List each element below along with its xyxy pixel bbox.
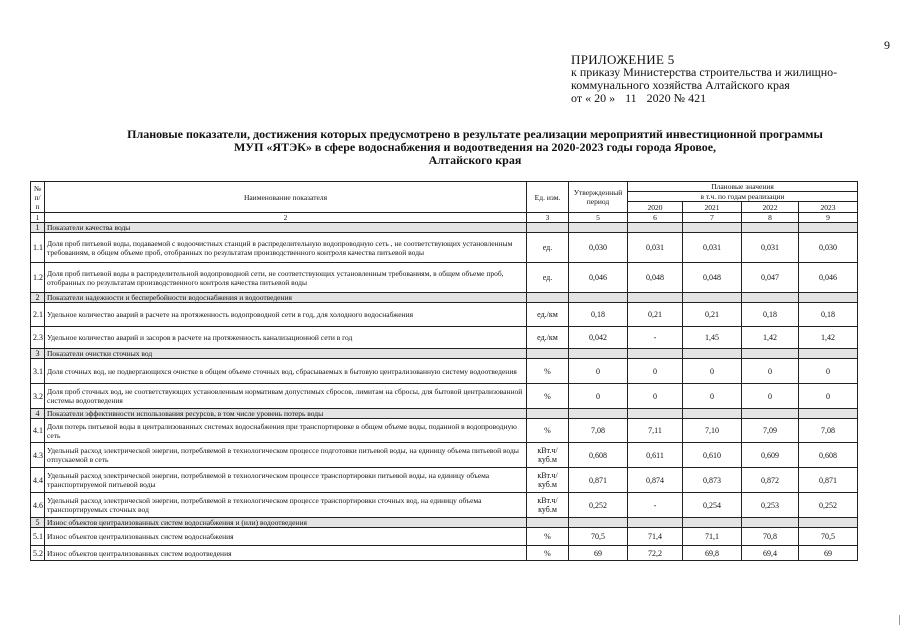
value-2021: 0,254 bbox=[683, 493, 742, 518]
section-empty-cell bbox=[527, 349, 569, 359]
unit-cell: % bbox=[527, 546, 569, 561]
section-empty-cell bbox=[569, 409, 628, 419]
approved-value: 7,08 bbox=[569, 419, 628, 443]
header-unit: Ед. изм. bbox=[527, 182, 569, 213]
value-2023: 0,030 bbox=[799, 233, 858, 263]
unit-cell: кВт.ч/куб.м bbox=[527, 468, 569, 493]
col-number: 5 bbox=[569, 213, 628, 223]
indicator-name: Доля сточных вод, не подвергающихся очистке в общем объеме сточных вод, сбрасываемых в бытовую централизованную систему водоотведения bbox=[45, 359, 527, 384]
appendix-heading: ПРИЛОЖЕНИЕ 5 bbox=[571, 52, 675, 67]
value-2020: - bbox=[628, 327, 683, 349]
section-number: 1 bbox=[31, 223, 45, 233]
value-2023: 0,608 bbox=[799, 443, 858, 468]
col-number: 6 bbox=[628, 213, 683, 223]
order-date: от « 20 » bbox=[571, 91, 616, 105]
value-2020: 7,11 bbox=[628, 419, 683, 443]
value-2023: 0 bbox=[799, 359, 858, 384]
section-empty-cell bbox=[742, 223, 799, 233]
table-row bbox=[31, 359, 858, 384]
document-title bbox=[90, 128, 860, 167]
section-title: Показатели очистки сточных вод bbox=[45, 349, 527, 359]
section-row bbox=[31, 293, 858, 303]
section-empty-cell bbox=[742, 518, 799, 528]
indicator-name: Удельный расход электрической энергии, потребляемой в технологическом процессе подготовки питьевой воды, на единицу объема питьевой воды отпускаемой в сеть bbox=[45, 443, 527, 468]
unit-cell: ед./км bbox=[527, 327, 569, 349]
approved-value: 69 bbox=[569, 546, 628, 561]
row-number: 4.4 bbox=[31, 468, 45, 493]
value-2023: 7,08 bbox=[799, 419, 858, 443]
section-empty-cell bbox=[799, 409, 858, 419]
value-2020: 72,2 bbox=[628, 546, 683, 561]
section-empty-cell bbox=[742, 293, 799, 303]
row-number: 4.6 bbox=[31, 493, 45, 518]
col-number: 8 bbox=[742, 213, 799, 223]
unit-cell: % bbox=[527, 528, 569, 546]
value-2020: 0 bbox=[628, 359, 683, 384]
order-year-number: 2020 № 421 bbox=[646, 91, 707, 105]
section-empty-cell bbox=[799, 518, 858, 528]
value-2021: 0 bbox=[683, 359, 742, 384]
section-number: 2 bbox=[31, 293, 45, 303]
unit-cell: % bbox=[527, 419, 569, 443]
value-2023: 1,42 bbox=[799, 327, 858, 349]
header-num: № п/п bbox=[31, 182, 45, 213]
unit-cell: кВт.ч/куб.м bbox=[527, 493, 569, 518]
row-number: 1.2 bbox=[31, 263, 45, 293]
section-title: Показатели надежности и бесперебойности водоснабжения и водоотведения bbox=[45, 293, 527, 303]
section-row bbox=[31, 349, 858, 359]
table-body bbox=[31, 223, 858, 561]
row-number: 2.1 bbox=[31, 303, 45, 327]
indicator-name: Удельное количество аварий в расчете на протяженность водопроводной сети в год, для холодного водоснабжения bbox=[45, 303, 527, 327]
approved-value: 0,030 bbox=[569, 233, 628, 263]
page-number: 9 bbox=[884, 38, 890, 52]
value-2022: 0,18 bbox=[742, 303, 799, 327]
table-row bbox=[31, 303, 858, 327]
value-2020: - bbox=[628, 493, 683, 518]
header-by-years: в т.ч. по годам реализации bbox=[628, 192, 858, 202]
value-2022: 1,42 bbox=[742, 327, 799, 349]
value-2021: 71,1 bbox=[683, 528, 742, 546]
header-year-2022: 2022 bbox=[742, 202, 799, 213]
table-row bbox=[31, 384, 858, 409]
table-row bbox=[31, 546, 858, 561]
indicator-name: Удельный расход электрической энергии, потребляемой в технологическом процессе транспортировки питьевой воды, на единицу объема транспортируемой питьевой воды bbox=[45, 468, 527, 493]
section-empty-cell bbox=[683, 223, 742, 233]
title-line-2: МУП «ЯТЭК» в сфере водоснабжения и водоотведения на 2020-2023 годы города Яровое, bbox=[233, 140, 717, 154]
title-line-1: Плановые показатели, достижения которых предусмотрено в результате реализации мероприятий инвестиционной программы bbox=[127, 127, 823, 141]
section-empty-cell bbox=[628, 293, 683, 303]
indicator-name: Износ объектов централизованных систем водоснабжения bbox=[45, 528, 527, 546]
section-empty-cell bbox=[628, 518, 683, 528]
table-row bbox=[31, 233, 858, 263]
section-empty-cell bbox=[799, 349, 858, 359]
section-number: 4 bbox=[31, 409, 45, 419]
approved-value: 0,252 bbox=[569, 493, 628, 518]
unit-cell: ед./км bbox=[527, 303, 569, 327]
section-empty-cell bbox=[569, 518, 628, 528]
approved-value: 0 bbox=[569, 359, 628, 384]
unit-cell: % bbox=[527, 384, 569, 409]
value-2023: 0 bbox=[799, 384, 858, 409]
section-title: Показатели эффективности использования ресурсов, в том числе уровень потерь воды bbox=[45, 409, 527, 419]
value-2023: 0,871 bbox=[799, 468, 858, 493]
header-year-2020: 2020 bbox=[628, 202, 683, 213]
value-2023: 0,252 bbox=[799, 493, 858, 518]
indicator-name: Износ объектов централизованных систем водоотведения bbox=[45, 546, 527, 561]
indicator-name: Доля проб сточных вод, не соответствующих установленным нормативам допустимых сбросов, лимитам на сбросы, для бытовой централизованной системы водоотведения bbox=[45, 384, 527, 409]
indicators-table bbox=[30, 181, 858, 561]
indicator-name: Удельный расход электрической энергии, потребляемой в технологическом процессе транспортировки сточных вод, на единицу объема транспортируемых сточных вод bbox=[45, 493, 527, 518]
approved-value: 0,608 bbox=[569, 443, 628, 468]
row-number: 1.1 bbox=[31, 233, 45, 263]
value-2021: 0,031 bbox=[683, 233, 742, 263]
section-empty-cell bbox=[799, 223, 858, 233]
value-2022: 69,4 bbox=[742, 546, 799, 561]
section-empty-cell bbox=[527, 409, 569, 419]
indicator-name: Удельное количество аварий и засоров в расчете на протяженность канализационной сети в год bbox=[45, 327, 527, 349]
col-number: 2 bbox=[45, 213, 527, 223]
indicator-name: Доля проб питьевой воды, подаваемой с водоочистных станций в распределительную водопроводную сеть , не соответствующих установленным требованиям, в общем объеме проб, отобранных по результатам производственного контроля качества питьевой воды bbox=[45, 233, 527, 263]
approved-value: 0,042 bbox=[569, 327, 628, 349]
row-number: 3.2 bbox=[31, 384, 45, 409]
table-row bbox=[31, 419, 858, 443]
value-2022: 0,253 bbox=[742, 493, 799, 518]
indicator-name: Доля проб питьевой воды в распределительной водопроводной сети, не соответствующих установленным требованиям, в общем объеме проб, отобранных по результатам производственного контроля качества питьевой воды bbox=[45, 263, 527, 293]
approved-value: 0,18 bbox=[569, 303, 628, 327]
value-2021: 7,10 bbox=[683, 419, 742, 443]
value-2022: 0 bbox=[742, 359, 799, 384]
value-2021: 0 bbox=[683, 384, 742, 409]
section-row bbox=[31, 223, 858, 233]
approved-value: 70,5 bbox=[569, 528, 628, 546]
section-empty-cell bbox=[569, 223, 628, 233]
approved-value: 0,046 bbox=[569, 263, 628, 293]
value-2022: 0 bbox=[742, 384, 799, 409]
col-number: 3 bbox=[527, 213, 569, 223]
scan-mark bbox=[899, 615, 900, 625]
value-2021: 1,45 bbox=[683, 327, 742, 349]
row-number: 5.1 bbox=[31, 528, 45, 546]
title-line-3: Алтайского края bbox=[428, 153, 522, 167]
section-empty-cell bbox=[569, 293, 628, 303]
value-2022: 0,047 bbox=[742, 263, 799, 293]
header-planned: Плановые значения bbox=[628, 182, 858, 192]
section-title: Показатели качества воды bbox=[45, 223, 527, 233]
section-empty-cell bbox=[569, 349, 628, 359]
header-year-2023: 2023 bbox=[799, 202, 858, 213]
table-row bbox=[31, 468, 858, 493]
value-2022: 70,8 bbox=[742, 528, 799, 546]
value-2022: 0,872 bbox=[742, 468, 799, 493]
table-row bbox=[31, 493, 858, 518]
value-2022: 7,09 bbox=[742, 419, 799, 443]
section-empty-cell bbox=[799, 293, 858, 303]
table-row bbox=[31, 263, 858, 293]
header-approved: Утвержденный период bbox=[569, 182, 628, 213]
row-number: 5.2 bbox=[31, 546, 45, 561]
section-empty-cell bbox=[742, 349, 799, 359]
col-number: 9 bbox=[799, 213, 858, 223]
value-2021: 0,048 bbox=[683, 263, 742, 293]
value-2020: 0,031 bbox=[628, 233, 683, 263]
header-name: Наименование показателя bbox=[45, 182, 527, 213]
section-row bbox=[31, 409, 858, 419]
value-2023: 0,18 bbox=[799, 303, 858, 327]
approved-value: 0 bbox=[569, 384, 628, 409]
section-empty-cell bbox=[628, 409, 683, 419]
table-row bbox=[31, 443, 858, 468]
value-2020: 0 bbox=[628, 384, 683, 409]
value-2020: 71,4 bbox=[628, 528, 683, 546]
value-2020: 0,048 bbox=[628, 263, 683, 293]
unit-cell: ед. bbox=[527, 263, 569, 293]
value-2021: 69,8 bbox=[683, 546, 742, 561]
section-title: Износ объектов централизованных систем водоснабжения и (или) водоотведения bbox=[45, 518, 527, 528]
row-number: 2.3 bbox=[31, 327, 45, 349]
section-number: 3 bbox=[31, 349, 45, 359]
row-number: 4.1 bbox=[31, 419, 45, 443]
value-2022: 0,031 bbox=[742, 233, 799, 263]
section-empty-cell bbox=[683, 518, 742, 528]
section-row bbox=[31, 518, 858, 528]
unit-cell: кВт.ч/куб.м bbox=[527, 443, 569, 468]
value-2023: 70,5 bbox=[799, 528, 858, 546]
table-row bbox=[31, 528, 858, 546]
section-empty-cell bbox=[683, 349, 742, 359]
header-year-2021: 2021 bbox=[683, 202, 742, 213]
value-2021: 0,610 bbox=[683, 443, 742, 468]
section-empty-cell bbox=[683, 293, 742, 303]
section-number: 5 bbox=[31, 518, 45, 528]
row-number: 4.3 bbox=[31, 443, 45, 468]
section-empty-cell bbox=[527, 223, 569, 233]
col-number: 7 bbox=[683, 213, 742, 223]
section-empty-cell bbox=[683, 409, 742, 419]
unit-cell: % bbox=[527, 359, 569, 384]
section-empty-cell bbox=[742, 409, 799, 419]
value-2020: 0,611 bbox=[628, 443, 683, 468]
col-number: 1 bbox=[31, 213, 45, 223]
section-empty-cell bbox=[628, 349, 683, 359]
indicator-name: Доля потерь питьевой воды в централизованных системах водоснабжения при транспортировке в общем объеме воды, поданной в водопроводную сеть bbox=[45, 419, 527, 443]
value-2021: 0,21 bbox=[683, 303, 742, 327]
value-2020: 0,21 bbox=[628, 303, 683, 327]
section-empty-cell bbox=[628, 223, 683, 233]
row-number: 3.1 bbox=[31, 359, 45, 384]
appendix-line-1: к приказу Министерства строительства и жилищно- bbox=[571, 65, 838, 79]
unit-cell: ед. bbox=[527, 233, 569, 263]
section-empty-cell bbox=[527, 518, 569, 528]
value-2023: 69 bbox=[799, 546, 858, 561]
table-row bbox=[31, 327, 858, 349]
value-2022: 0,609 bbox=[742, 443, 799, 468]
section-empty-cell bbox=[527, 293, 569, 303]
value-2021: 0,873 bbox=[683, 468, 742, 493]
order-month: 11 bbox=[625, 91, 637, 105]
value-2020: 0,874 bbox=[628, 468, 683, 493]
appendix-line-2: коммунального хозяйства Алтайского края bbox=[571, 78, 790, 92]
value-2023: 0,046 bbox=[799, 263, 858, 293]
appendix-block bbox=[571, 53, 837, 105]
approved-value: 0,871 bbox=[569, 468, 628, 493]
order-line bbox=[571, 92, 837, 105]
